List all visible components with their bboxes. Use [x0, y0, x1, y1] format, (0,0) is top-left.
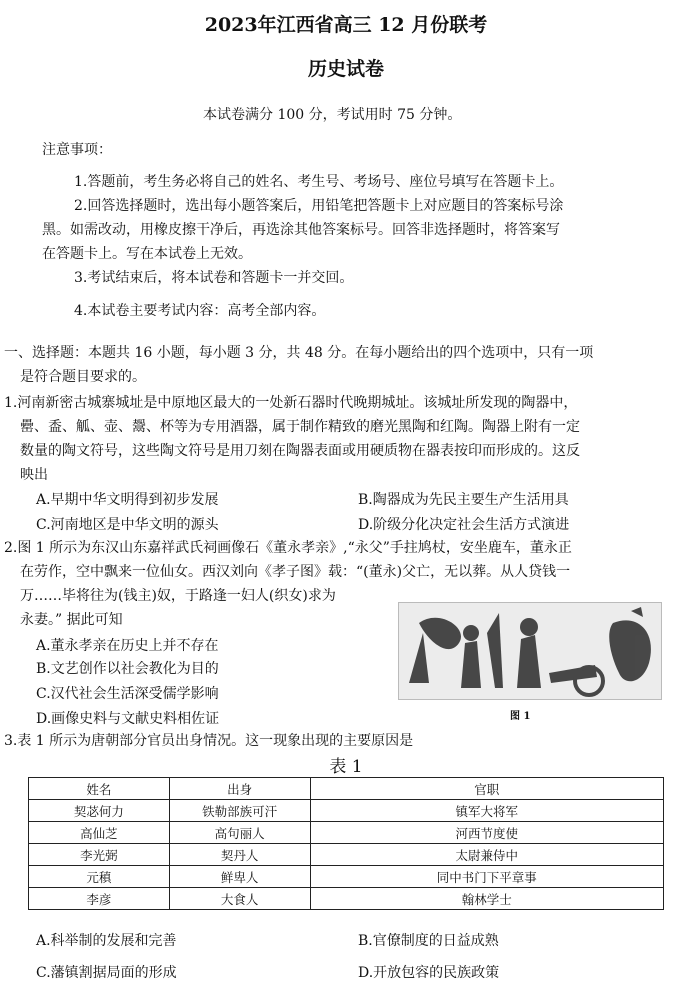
- table-cell: 铁勒部族可汗: [169, 800, 310, 822]
- question-3-line: 3.表 1 所示为唐朝部分官员出身情况。这一现象出现的主要原因是: [4, 733, 414, 749]
- q1-option-a: A.早期中华文明得到初步发展: [36, 492, 219, 508]
- table-cell: 大食人: [169, 888, 310, 910]
- table-cell: 元稹: [29, 866, 170, 888]
- table-row: [29, 888, 664, 910]
- q3-option-a: A.科举制的发展和完善: [36, 933, 177, 949]
- section-heading-cont: 是符合题目要求的。: [20, 369, 146, 385]
- table-cell: 契丹人: [169, 844, 310, 866]
- table-header-cell: 姓名: [29, 778, 170, 800]
- table-row: [29, 800, 664, 822]
- q1-option-c: C.河南地区是中华文明的源头: [36, 517, 219, 533]
- table-cell: 李彦: [29, 888, 170, 910]
- question-2-line: 永妻。” 据此可知: [20, 612, 123, 628]
- official-origin-table: [28, 777, 664, 910]
- table-cell: 河西节度使: [310, 822, 663, 844]
- question-1-line: 映出: [20, 467, 48, 483]
- section-heading: 一、选择题：本题共 16 小题，每小题 3 分，共 48 分。在每小题给出的四个选项中，只有一项: [4, 345, 594, 361]
- table-cell: 高句丽人: [169, 822, 310, 844]
- table-row: [29, 844, 664, 866]
- table-cell: 太尉兼侍中: [310, 844, 663, 866]
- table-header-cell: 出身: [169, 778, 310, 800]
- q2-option-b: B.文艺创作以社会教化为目的: [36, 661, 219, 677]
- note-line: 3.考试结束后，将本试卷和答题卡一并交回。: [74, 270, 354, 286]
- note-line: 在答题卡上。写在本试卷上无效。: [42, 246, 252, 262]
- question-2-line: 万……毕将往为(钱主)奴，于路逢一妇人(织女)求为: [20, 588, 336, 604]
- table-row: [29, 866, 664, 888]
- q3-option-d: D.开放包容的民族政策: [358, 965, 500, 981]
- table-header-cell: 官职: [310, 778, 663, 800]
- q2-option-c: C.汉代社会生活深受儒学影响: [36, 686, 219, 702]
- exam-info: 本试卷满分 100 分，考试用时 75 分钟。: [203, 107, 462, 123]
- q1-option-d: D.阶级分化决定社会生活方式演进: [358, 517, 570, 533]
- q1-option-b: B.陶器成为先民主要生产生活用具: [358, 492, 569, 508]
- figure-1-label: 图 1: [510, 711, 531, 722]
- note-line: 1.答题前，考生务必将自己的姓名、考生号、考场号、座位号填写在答题卡上。: [74, 174, 564, 190]
- table-header-row: [29, 778, 664, 800]
- q2-option-d: D.画像史料与文献史料相佐证: [36, 711, 220, 727]
- exam-title: 2023年江西省高三 12 月份联考: [204, 14, 488, 36]
- subject-title: 历史试卷: [307, 58, 384, 80]
- notes-heading: 注意事项：: [42, 142, 112, 158]
- table-1-caption: 表 1: [329, 757, 363, 777]
- question-2-line: 2.图 1 所示为东汉山东嘉祥武氏祠画像石《董永孝亲》,“永父”手拄鸠杖，安坐鹿车，董永正: [4, 540, 572, 556]
- note-line: 4.本试卷主要考试内容：高考全部内容。: [74, 303, 326, 319]
- table-cell: 鲜卑人: [169, 866, 310, 888]
- table-row: [29, 822, 664, 844]
- q3-option-b: B.官僚制度的日益成熟: [358, 933, 499, 949]
- table-cell: 李光弼: [29, 844, 170, 866]
- table-cell: 高仙芝: [29, 822, 170, 844]
- table-cell: 同中书门下平章事: [310, 866, 663, 888]
- question-1-line: 数量的陶文符号，这些陶文符号是用刀刻在陶器表面或用硬质物在器表按印而形成的。这反: [20, 443, 580, 459]
- question-2-line: 在劳作，空中飘来一位仙女。西汉刘向《孝子图》载：“(董永)父亡，无以葬。从人贷钱一: [20, 564, 571, 580]
- q2-option-a: A.董永孝亲在历史上并不存在: [36, 638, 219, 654]
- table-cell: 契苾何力: [29, 800, 170, 822]
- table-cell: 镇军大将军: [310, 800, 663, 822]
- question-1-line: 1.河南新密古城寨城址是中原地区最大的一处新石器时代晚期城址。该城址所发现的陶器中，: [4, 395, 578, 411]
- q3-option-c: C.藩镇割据局面的形成: [36, 965, 177, 981]
- note-line: 2.回答选择题时，选出每小题答案后，用铅笔把答题卡上对应题目的答案标号涂: [74, 198, 564, 214]
- figure-1-relief-image: [398, 602, 662, 700]
- relief-drawing: [399, 603, 661, 699]
- table-cell: 翰林学士: [310, 888, 663, 910]
- note-line: 黑。如需改动，用橡皮擦干净后，再选涂其他答案标号。回答非选择题时，将答案写: [42, 222, 560, 238]
- question-1-line: 罍、盉、觚、壶、鬶、杯等为专用酒器，属于制作精致的磨光黑陶和红陶。陶器上附有一定: [20, 419, 580, 435]
